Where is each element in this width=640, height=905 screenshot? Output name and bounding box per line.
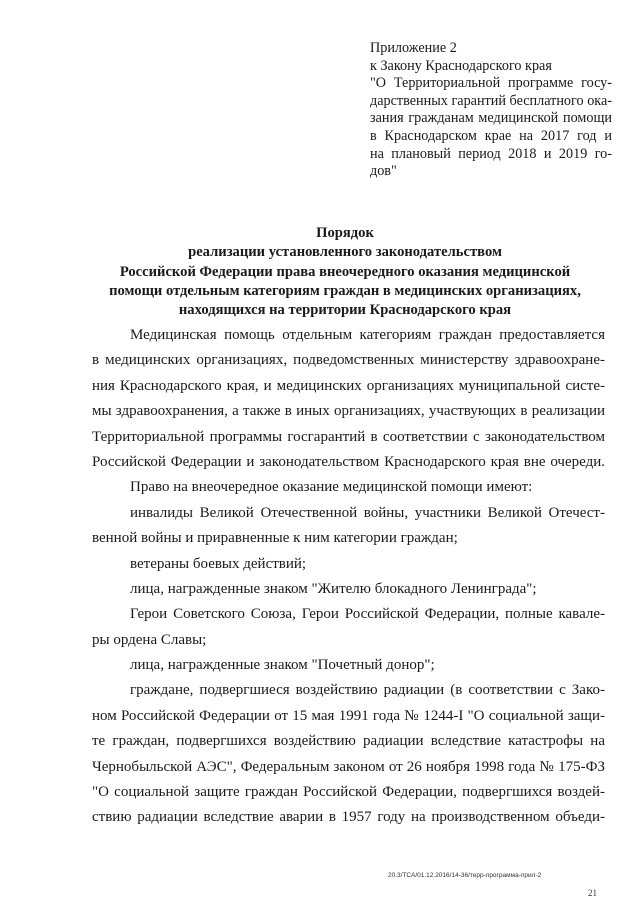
- annex-line: зания гражданам медицинской помощи: [370, 110, 612, 127]
- body-line: инвалиды Великой Отечественной войны, участники Великой Отечест-: [130, 504, 605, 521]
- body-line: в медицинских организациях, подведомственных министерству здравоохране-: [92, 352, 605, 369]
- body-line: Медицинская помощь отдельным категориям граждан предоставляется: [130, 327, 605, 343]
- annex-line: "О Территориальной программе госу-: [370, 75, 612, 92]
- annex-line: на плановый период 2018 и 2019 го-: [370, 145, 612, 162]
- body-line: венной войны и приравненные к ним категории граждан;: [92, 530, 458, 547]
- body-line: лица, награжденные знаком "Жителю блокадного Ленинграда";: [130, 580, 537, 597]
- body-line: мы здравоохранения, а также в иных организациях, участвующих в реализации: [92, 403, 605, 420]
- title-line: помощи отдельным категориям граждан в медицинских организациях,: [109, 282, 581, 299]
- annex-header: [370, 40, 612, 181]
- document-body: [92, 323, 605, 831]
- document-title: [92, 224, 598, 320]
- annex-line: Приложение 2: [370, 40, 457, 56]
- body-line: Право на внеочередное оказание медицинской помощи имеют:: [130, 479, 533, 496]
- title-line: Порядок: [316, 225, 374, 241]
- footer-document-code: 20.3/ТСА/01.12.2016/14-36/терр-программа-прил-2: [388, 872, 542, 879]
- body-line: Чернобыльской АЭС", Федеральным законом от 26 ноября 1998 года № 175-ФЗ: [92, 758, 605, 775]
- body-line: лица, награжденные знаком "Почетный донор";: [130, 657, 435, 674]
- body-line: Герои Советского Союза, Герои Российской Федерации, полные кавале-: [130, 606, 605, 623]
- body-line: Территориальной программы госгарантий в соответствии с законодательством: [92, 428, 605, 445]
- body-line: ствию радиации вследствие аварии в 1957 году на производственном объеди-: [92, 809, 605, 826]
- annex-line: дарственных гарантий бесплатного ока-: [370, 92, 612, 109]
- body-line: граждане, подвергшиеся воздействию радиации (в соответствии с Зако-: [130, 682, 605, 699]
- annex-line: к Закону Краснодарского края: [370, 57, 552, 74]
- title-line: Российской Федерации права внеочередного оказания медицинской: [119, 263, 571, 280]
- body-line: ветераны боевых действий;: [130, 555, 307, 572]
- body-line: те граждан, подвергшихся воздействию радиации вследствие катастрофы на: [92, 733, 605, 750]
- body-line: ния Краснодарского края, и медицинских организациях муниципальной систе-: [92, 377, 605, 394]
- annex-line: дов": [370, 163, 397, 180]
- body-line: ры ордена Славы;: [92, 631, 207, 648]
- body-line: Российской Федерации и законодательством Краснодарского края вне очереди.: [92, 453, 605, 470]
- title-line: находящихся на территории Краснодарского края: [178, 302, 512, 319]
- title-line: реализации установленного законодательством: [188, 244, 502, 261]
- body-line: ном Российской Федерации от 15 мая 1991 года № 1244-I "О социальной защи-: [92, 707, 605, 724]
- page-number: 21: [588, 888, 597, 898]
- annex-line: в Краснодарском крае на 2017 год и: [370, 127, 612, 144]
- body-line: "О социальной защите граждан Российской Федерации, подвергшихся воздей-: [92, 784, 605, 801]
